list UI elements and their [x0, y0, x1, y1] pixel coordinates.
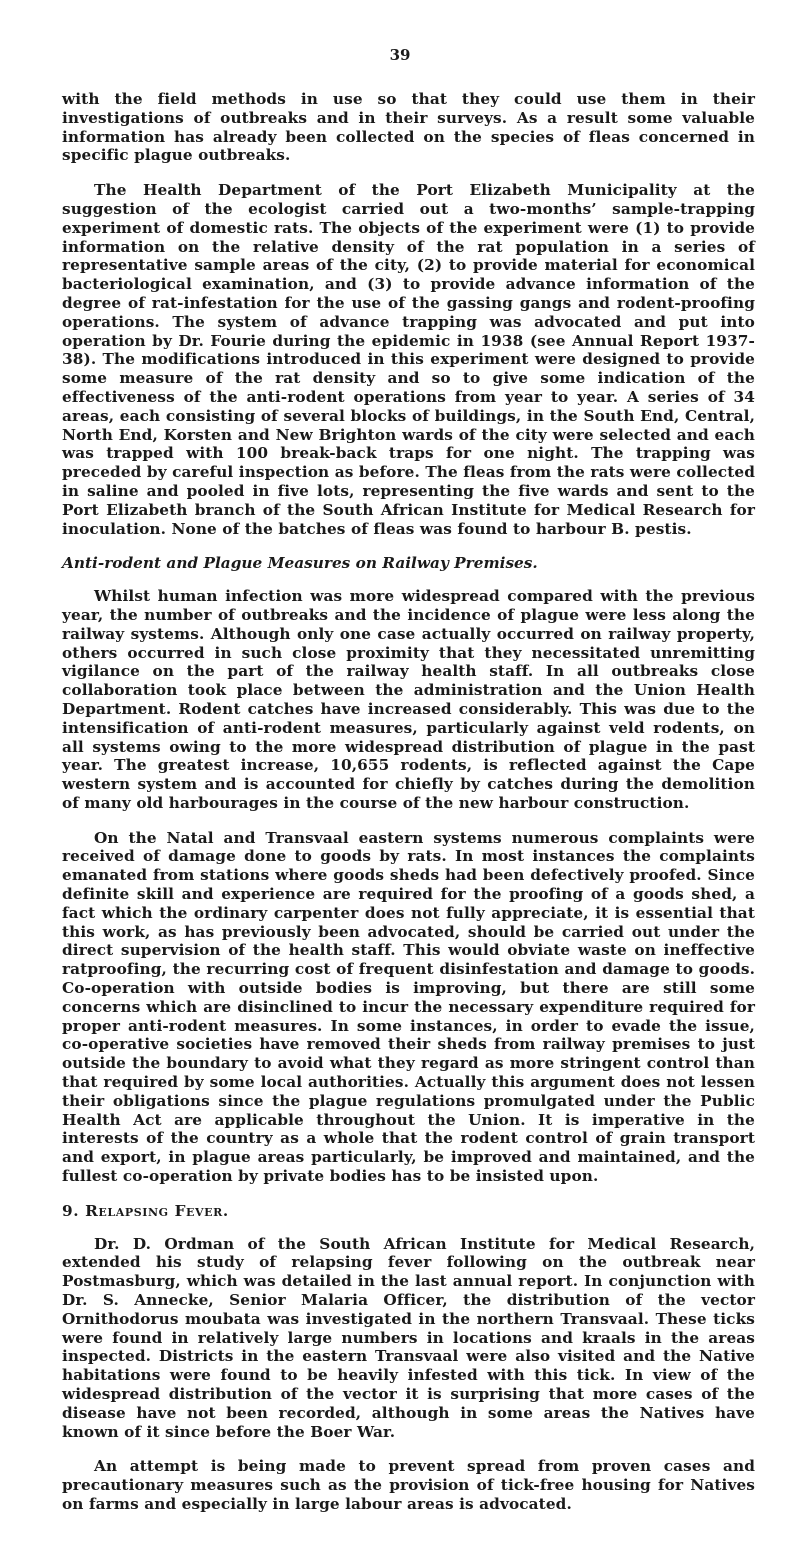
paragraph-prevention: An attempt is being made to prevent spread from proven cases and precautionary measures such as the provision of tick-free housing for Natives on farms and especially in large labour areas is advocated.: [62, 1457, 755, 1513]
heading-railway-measures: Anti-rodent and Plague Measures on Railway Premises.: [62, 554, 538, 573]
paragraph-ordman-study: Dr. D. Ordman of the South African Institute for Medical Research, extended his study of relapsing fever following on the outbreak near Postmasburg, which was detailed in the last annual report. In conjunction with Dr. S. Annecke, Senior Malaria Officer, the distribution of the vector Ornithodorus moubata was investigated in the northern Transvaal. These ticks were found in relatively large numbers in locations and kraals in the areas inspected. Districts in the eastern Transvaal were also visited and the Native habitations were found to be heavily infested with this tick. In view of the widespread distribution of the vector it is surprising that more cases of the disease have not been recorded, although in some areas the Natives have known of it since before the Boer War.: [62, 1234, 755, 1441]
heading-relapsing-fever: 9. Relapsing Fever.: [62, 1201, 229, 1220]
page-number: 39: [389, 46, 411, 64]
body-text: [62, 90, 755, 1514]
paragraph-port-elizabeth-experiment: The Health Department of the Port Elizabeth Municipality at the suggestion of the ecologist carried out a two-months’ sample-trapping experiment of domestic rats. The objects of the experiment were (1) to provide information on the relative density of the rat population in a series of representative sample areas of the city, (2) to provide material for economical bacteriological examination, and (3) to provide advance information of the degree of rat-infestation for the use of the gassing gangs and rodent-proofing operations. The system of advance trapping was advocated and put into operation by Dr. Fourie during the epidemic in 1938 (see Annual Report 1937-38). The modifications introduced in this experiment were designed to provide some measure of the rat density and so to give some indication of the effectiveness of the anti-rodent operations from year to year. A series of 34 areas, each consisting of several blocks of buildings, in the South End, Central, North End, Korsten and New Brighton wards of the city were selected and each was trapped with 100 break-back traps for one night. The trapping was preceded by careful inspection as before. The fleas from the rats were collected in saline and pooled in five lots, representing the five wards and sent to the Port Elizabeth branch of the South African Institute for Medical Research for inoculation. None of the batches of fleas was found to harbour B. pestis.: [62, 181, 755, 538]
paragraph-fleas-continued: with the field methods in use so that they could use them in their investigations of outbreaks and in their surveys. As a result some valuable information has already been collected on the species of fleas concerned in specific plague outbreaks.: [62, 90, 755, 165]
paragraph-natal-transvaal: On the Natal and Transvaal eastern systems numerous complaints were received of damage done to goods by rats. In most instances the complaints emanated from stations where goods sheds had been defectively proofed. Since definite skill and experience are required for the proofing of a goods shed, a fact which the ordinary carpenter does not fully appreciate, it is essential that this work, as has previously been advocated, should be carried out under the direct supervision of the health staff. This would obviate waste on ineffective ratproofing, the recurring cost of frequent disinfestation and damage to goods. Co-operation with outside bodies is improving, but there are still some concerns which are disinclined to incur the necessary expenditure required for proper anti-rodent measures. In some instances, in order to evade the issue, co-operative societies have removed their sheds from railway premises to just outside the boundary to avoid what they regard as more stringent control than that required by some local authorities. Actually this argument does not lessen their obligations since the plague regulations promulgated under the Public Health Act are applicable throughout the Union. It is imperative in the interests of the country as a whole that the rodent control of grain transport and export, in plague areas particularly, be improved and maintained, and the fullest co-operation by private bodies has to be insisted upon.: [62, 828, 755, 1186]
paragraph-railway-outbreaks: Whilst human infection was more widespread compared with the previous year, the number of outbreaks and the incidence of plague were less along the railway systems. Although only one case actually occurred on railway property, others occurred in such close proximity that they necessitated unremitting vigilance on the part of the railway health staff. In all outbreaks close collaboration took place between the administration and the Union Health Department. Rodent catches have increased considerably. This was due to the intensification of anti-rodent measures, particularly against veld rodents, on all systems owing to the more widespread distribution of plague in the past year. The greatest increase, 10,655 rodents, is reflected against the Cape western system and is accounted for chiefly by catches during the demolition of many old harbourages in the course of the new harbour construction.: [62, 587, 755, 812]
